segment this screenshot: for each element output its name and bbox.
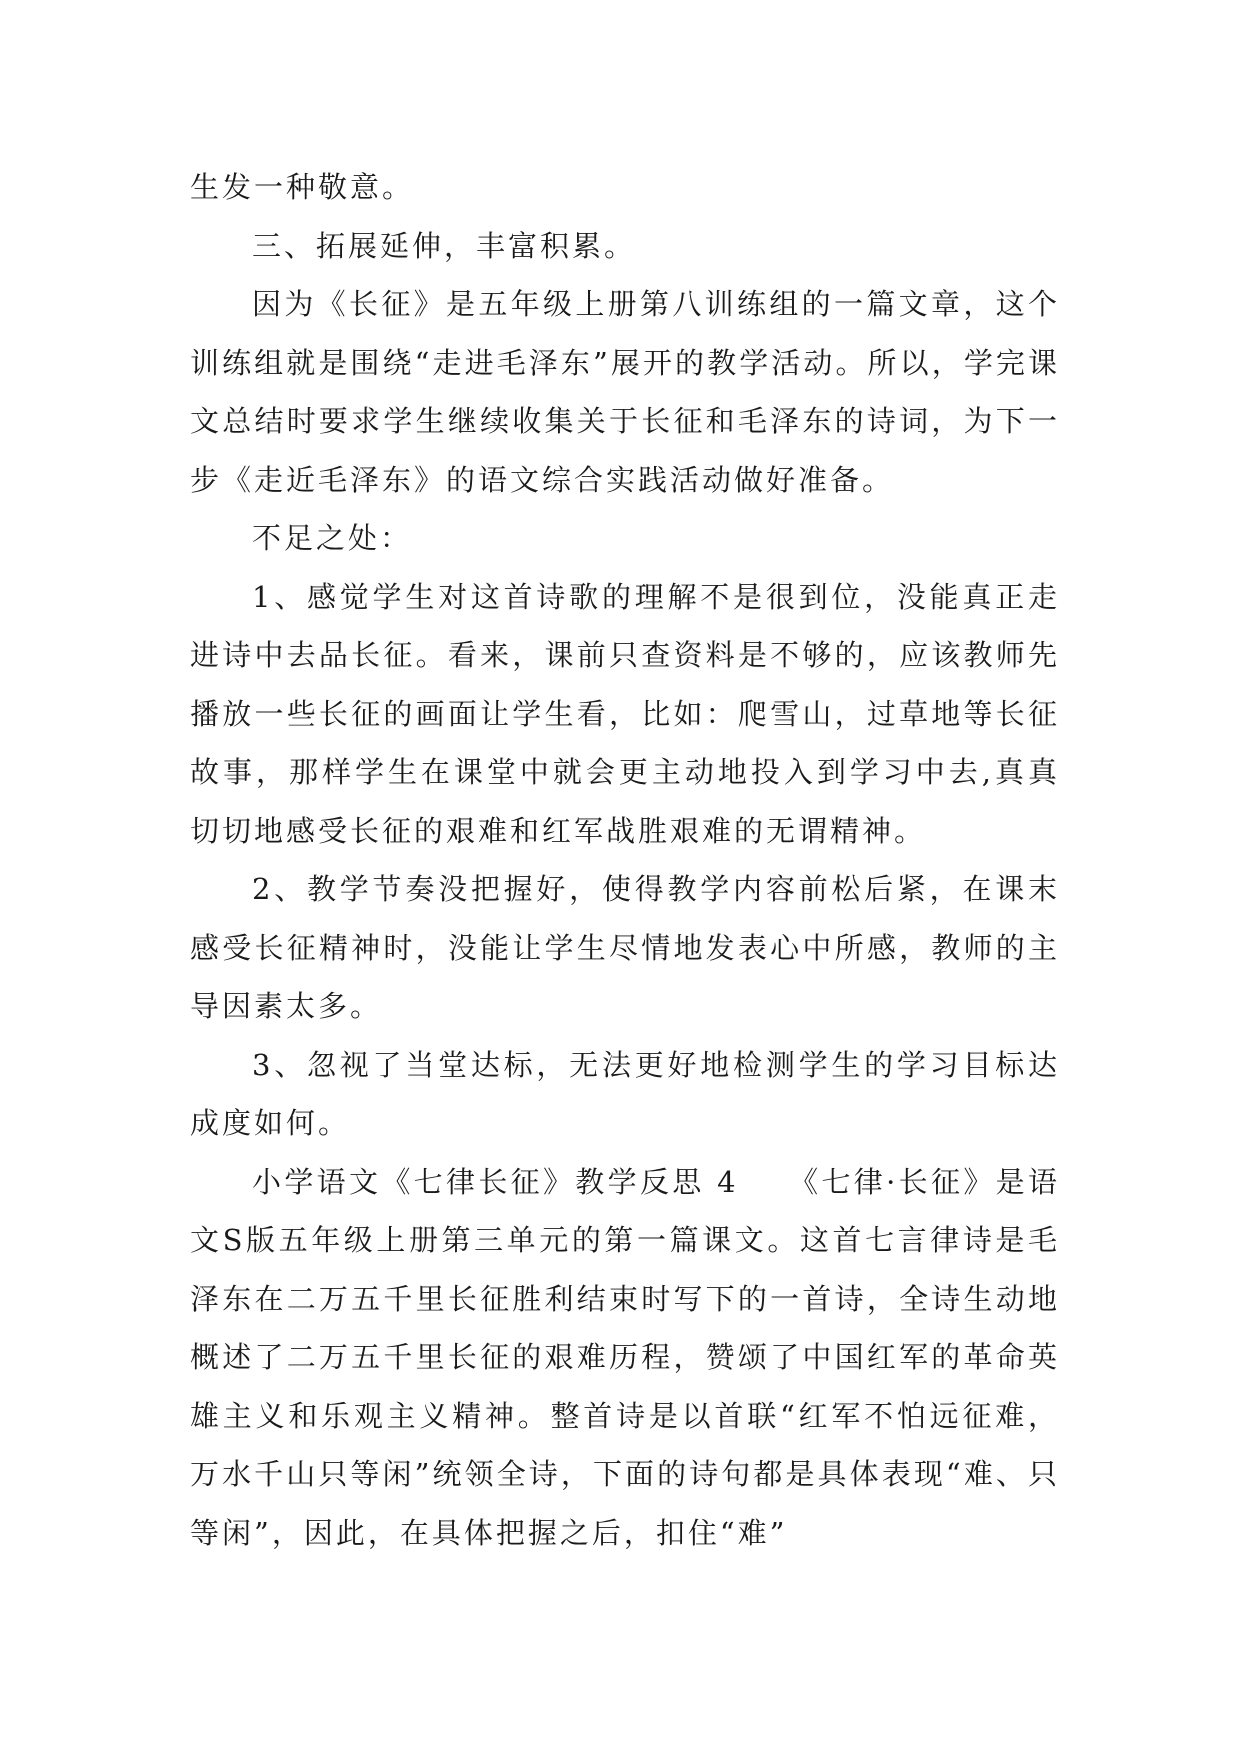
section-heading: 三、拓展延伸，丰富积累。 bbox=[252, 228, 637, 263]
paragraph: 因为《长征》是五年级上册第八训练组的一篇文章，这个训练组就是围绕“走进毛泽东”展开的教学活动。所以，学完课文总结时要求学生继续收集关于长征和毛泽东的诗词，为下一步《走近毛泽东》的语文综合实践活动做好准备。 bbox=[190, 287, 1060, 497]
section-heading: 不足之处： bbox=[252, 521, 413, 555]
document-body bbox=[190, 158, 1060, 1562]
list-item: 2、教学节奏没把握好，使得教学内容前松后紧，在课末感受长征精神时，没能让学生尽情地发表心中所感，教师的主导因素太多。 bbox=[190, 872, 1060, 1023]
paragraph: 小学语文《七律长征》教学反思 4 《七律·长征》是语文S版五年级上册第三单元的第一篇课文。这首七言律诗是毛泽东在二万五千里长征胜利结束时写下的一首诗，全诗生动地概述了二万五千里长征的艰难历程，赞颂了中国红军的革命英雄主义和乐观主义精神。整首诗是以首联“红军不怕远征难，万水千山只等闲”统领全诗，下面的诗句都是具体表现“难、只等闲”，因此，在具体把握之后，扣住“难” bbox=[190, 1164, 1060, 1550]
list-item: 1、感觉学生对这首诗歌的理解不是很到位，没能真正走进诗中去品长征。看来，课前只查资料是不够的，应该教师先播放一些长征的画面让学生看，比如：爬雪山，过草地等长征故事，那样学生在课堂中就会更主动地投入到学习中去,真真切切地感受长征的艰难和红军战胜艰难的无谓精神。 bbox=[190, 579, 1060, 848]
list-item: 3、忽视了当堂达标，无法更好地检测学生的学习目标达成度如何。 bbox=[190, 1047, 1060, 1140]
paragraph: 生发一种敬意。 bbox=[190, 170, 415, 204]
